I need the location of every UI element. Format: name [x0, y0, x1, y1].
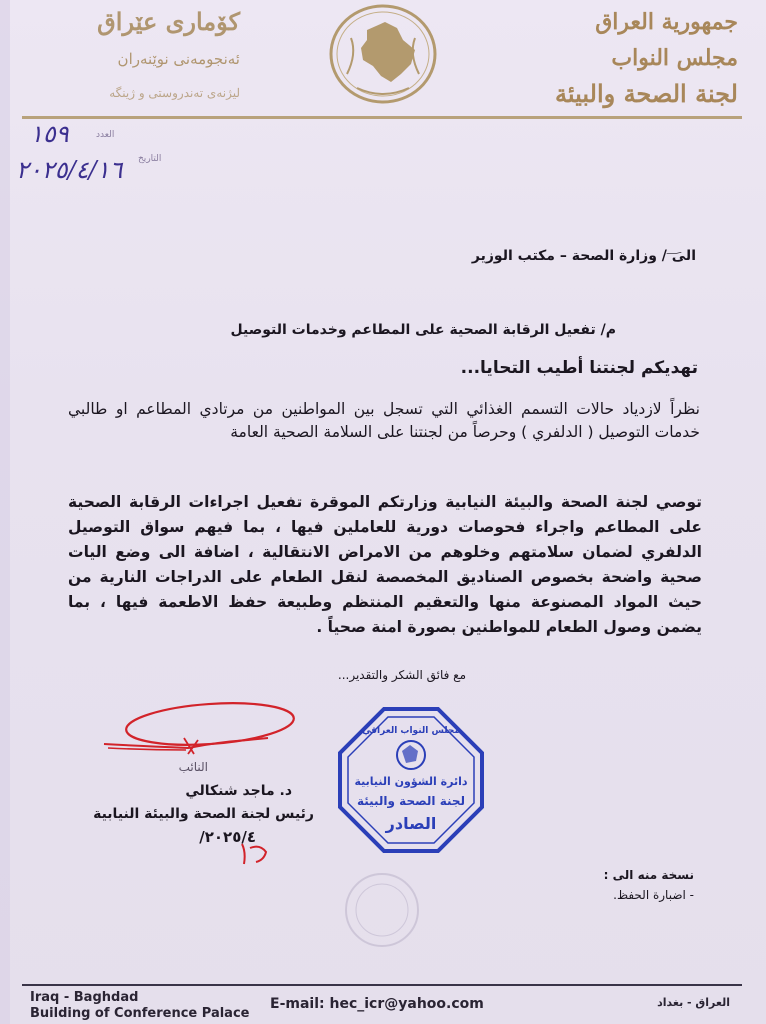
letterhead-country: جمهورية العراق	[595, 9, 738, 35]
recipient-underline-mark	[652, 252, 696, 254]
signature-scribble-icon	[98, 698, 298, 768]
signer-name: د. ماجد شنكالي	[185, 783, 292, 799]
letterhead-kurdish-committee: لیژنەی تەندروستی و ژینگە	[109, 86, 240, 100]
header-divider	[22, 116, 742, 119]
stamp-top-text: مجلس النواب العراقي	[362, 726, 460, 736]
handwritten-day-mark	[236, 838, 276, 868]
stamp-outgoing-text: الصادر	[385, 814, 437, 833]
letterhead-committee: لجنة الصحة والبيئة	[555, 79, 738, 108]
letterhead-kurdish-parliament: ئەنجومەنی نوێنەران	[117, 50, 240, 68]
letter-subject: م/ تفعيل الرقابة الصحية على المطاعم وخدمات التوصيل	[230, 322, 616, 338]
footer-arabic-address: العراق - بغداد	[657, 996, 730, 1009]
footer-building: Building of Conference Palace	[30, 1006, 250, 1021]
copy-to-title: نسخة منه الى :	[603, 868, 694, 882]
letterhead-arabic	[548, 4, 738, 112]
letterhead-kurdish	[40, 4, 240, 108]
reference-number-label: العدد	[96, 130, 115, 140]
signer-role: رئيس لجنة الصحة والبيئة النيابية	[93, 806, 314, 822]
letterhead-parliament: مجلس النواب	[611, 45, 738, 71]
iraq-map-emblem-icon	[327, 4, 439, 106]
letter-paragraph-1: نظراً لازدياد حالات التسمم الغذائي التي تسجل بين المواطنين من مرتادي المطاعم او طالبي خدمات التوصيل ( الدلفري ) وحرصاً من لجنتنا على السلامة الصحية العامة	[68, 400, 700, 441]
embossed-seal-icon	[342, 870, 422, 950]
stamp-committee-text: لجنة الصحة والبيئة	[356, 794, 466, 808]
letter-closing: مع فائق الشكر والتقدير...	[337, 668, 466, 682]
recipient-line: الى / وزارة الصحة – مكتب الوزير	[471, 248, 696, 264]
footer-divider	[22, 984, 742, 986]
official-stamp-icon	[336, 705, 486, 855]
reference-date: ٢٠٢٥/٤/١٦	[16, 156, 123, 184]
footer-city: Iraq - Baghdad	[30, 990, 139, 1005]
reference-number: ١٥٩	[30, 120, 69, 148]
copy-to-item: - اضبارة الحفظ.	[613, 888, 694, 902]
letterhead-kurdish-country: کۆماری عێراق	[97, 7, 240, 36]
letter-greeting: تهديكم لجنتنا أطيب التحايا...	[460, 358, 698, 378]
page-edge-shadow	[0, 0, 10, 1024]
stamp-department-text: دائرة الشؤون النيابية	[354, 775, 468, 788]
footer-email: E-mail: hec_icr@yahoo.com	[270, 996, 484, 1012]
reference-date-label: التاريخ	[138, 154, 162, 164]
footer-address	[30, 990, 249, 1021]
signer-title: النائب	[178, 760, 208, 774]
signature-date: ٢٠٢٥/٤/	[199, 828, 256, 846]
letter-paragraph-2: توصي لجنة الصحة والبيئة النيابية وزارتكم الموقرة تفعيل اجراءات الرقابة الصحية على المطاعم واجراء فحوصات دورية للعاملين فيها ، بما فيهم سواق التوصيل الدلفري لضمان سلامتهم وخلوهم من الامراض الانتقالية ، اضافة الى وضع اليات صحية واضحة بخصوص الصناديق المخصصة لنقل الطعام على الدراجات النارية من حيث المواد المصنوعة منها والتعقيم المنتظم وطبيعة حفظ الاطعمة فيها ، بما يضمن وصول الطعام للمواطنين بصورة امنة صحياً .	[68, 493, 702, 636]
